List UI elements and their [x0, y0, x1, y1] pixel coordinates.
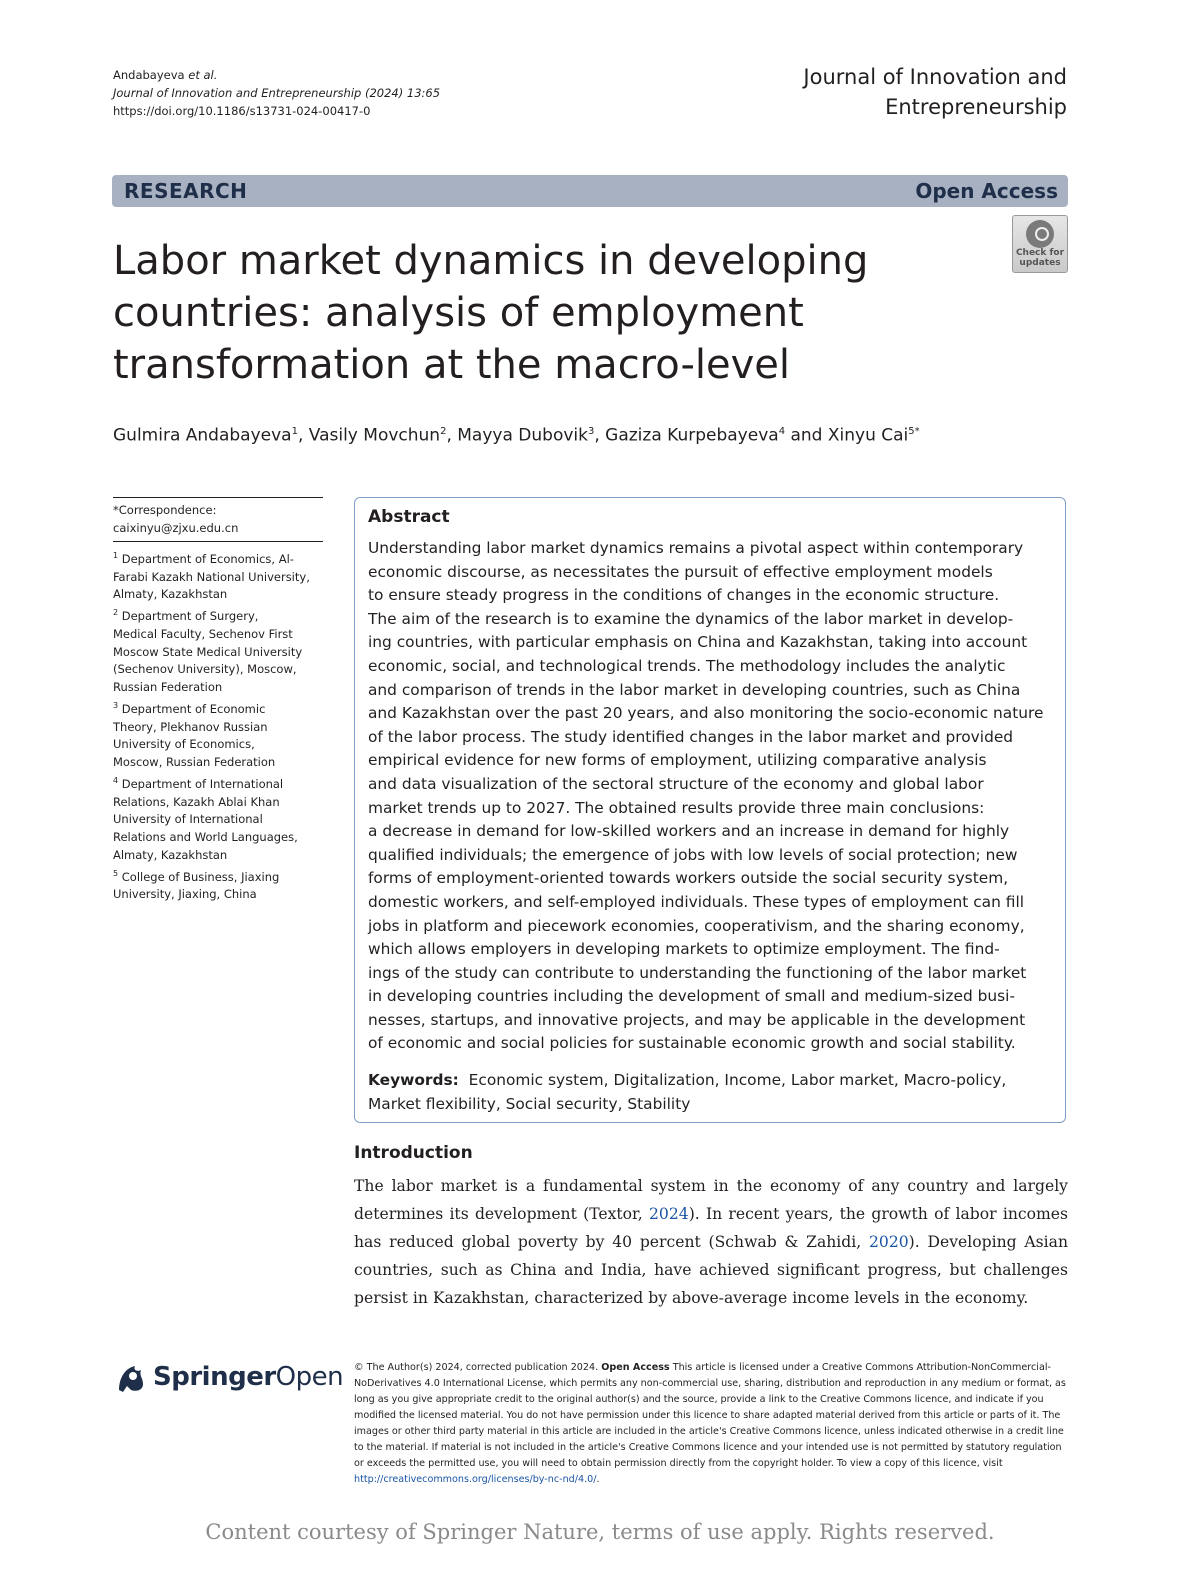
abstract-line: in developing countries including the development of small and medium-sized busi- [368, 987, 1015, 1006]
abstract-heading: Abstract [368, 507, 450, 527]
affiliation-line: Almaty, Kazakhstan [113, 587, 228, 602]
abstract-line: of the labor process. The study identified changes in the labor market and provided [368, 727, 1014, 746]
article-type: RESEARCH [124, 179, 248, 203]
abstract-line: economic, social, and technological trends. The methodology includes the analytic [368, 656, 1006, 675]
affiliation-number: 3 [113, 701, 119, 711]
abstract-line: to ensure steady progress in the conditions of changes in the economic structure. [368, 586, 1000, 605]
affiliation-line: University, Jiaxing, China [113, 887, 257, 902]
affiliation-line: $^5$ College of Business, Jiaxing [113, 868, 280, 884]
abstract-line: economic discourse, as necessitates the pursuit of effective employment models [368, 562, 993, 581]
abstract-text [368, 537, 1058, 1056]
open-access-label: Open Access [915, 179, 1058, 203]
abstract-line: qualified individuals; the emergence of jobs with low levels of social protection; new [368, 845, 1018, 864]
author-name[interactable]: Gulmira Andabayeva [113, 425, 292, 446]
author-affiliation-number: 2 [440, 426, 447, 437]
correspondence-email[interactable]: caixinyu@zjxu.edu.cn [113, 521, 239, 535]
abstract-line: a decrease in demand for low-skilled workers and an increase in demand for highly [368, 822, 1010, 841]
author-affiliation-number: 5* [908, 426, 920, 437]
abstract-line: Understanding labor market dynamics remains a pivotal aspect within contemporary [368, 539, 1024, 557]
author-name[interactable]: Gaziza Kurpebayeva [605, 425, 779, 446]
affiliation-line: Theory, Plekhanov Russian [113, 719, 268, 734]
citation: Journal of Innovation and Entrepreneurship (2024) 13:65 [113, 86, 441, 100]
article-title: Labor market dynamics in developing countries: analysis of employment transformation at the macro-level [113, 238, 869, 388]
abstract-line: jobs in platform and piecework economies, cooperativism, and the sharing economy, [368, 916, 1025, 935]
check-for-updates-button[interactable]: Check for updates [1012, 215, 1068, 273]
affiliation-line: Farabi Kazakh National University, [113, 569, 310, 584]
abstract-line: and Kazakhstan over the past 20 years, and also monitoring the socio-economic nature [368, 704, 1044, 723]
author-separator: , [297, 425, 309, 446]
affiliation-number: 5 [113, 868, 119, 878]
abstract-line: ings of the study can contribute to understanding the functioning of the labor market [368, 963, 1027, 982]
doi-link[interactable]: https://doi.org/10.1186/s13731-024-00417-0 [113, 104, 371, 118]
author-separator: , [446, 425, 458, 446]
affiliation-line: $^3$ Department of Economic [113, 701, 266, 716]
abstract-line: ing countries, with particular emphasis on China and Kazakhstan, taking into account [368, 633, 1028, 652]
springer-horse-icon [113, 1360, 149, 1396]
abstract-line: market trends up to 2027. The obtained results provide three main conclusions: [368, 798, 985, 817]
affiliation-line: University of Economics, [113, 737, 255, 752]
footer-notice: Content courtesy of Springer Nature, terms of use apply. Rights reserved. [205, 1520, 995, 1544]
author-separator: , [594, 425, 606, 446]
correspondence: *Correspondence: caixinyu@zjxu.edu.cn [113, 503, 239, 535]
affiliation-line: University of International [113, 812, 263, 827]
license-link[interactable]: http://creativecommons.org/licenses/by-nc-nd/4.0/ [354, 1474, 597, 1485]
author-separator: and [785, 425, 828, 446]
affiliation-number: 2 [113, 608, 119, 618]
author-affiliation-number: 4 [778, 426, 786, 437]
introduction-paragraph: The labor market is a fundamental system in the economy of any country and largely determines its development (Textor, 2024). In recent years, the growth of labor incomes has reduced global poverty by 40 percent (Schwab & Zahidi, 2020). Developing Asian countries, such as China and India, have achieved significant progress, but challenges persist in Kazakhstan, characterized by above-average income levels in the economy. [354, 1177, 1068, 1307]
affiliation-line: Almaty, Kazakhstan [113, 848, 228, 863]
author-name[interactable]: Xinyu Cai [827, 425, 909, 446]
abstract-line: nesses, startups, and innovative projects, and may be applicable in the development [368, 1010, 1026, 1029]
license-text: © The Author(s) 2024, corrected publication 2024. Open Access This article is licensed under a Creative Commons Attribution-NonCommercial-NoDerivatives 4.0 International License, which permits any non-commercial use, sharing, distribution and reproduction in any medium or format, as long as you give appropriate credit to the original author(s) and the source, provide a link to the Creative Commons licence, and indicate if you modified the licensed material. You do not have permission under this licence to share adapted material derived from this article or parts of it. The images or other third party material in this article are included in the article's Creative Commons licence, unless indicated otherwise in a credit line to the material. If material is not included in the article's Creative Commons licence and your intended use is not permitted by statutory regulation or exceeds the permitted use, you will need to obtain permission directly from the copyright holder. To view a copy of this licence, visit http://creativecommons.org/licenses/by-nc-nd/4.0/. [354, 1362, 1066, 1485]
affiliation-line: Russian Federation [113, 680, 223, 695]
abstract-line: The aim of the research is to examine the dynamics of the labor market in develop- [368, 609, 1014, 628]
update-icon [1026, 220, 1054, 248]
journal-name: Journal of Innovation and Entrepreneurship [803, 65, 1067, 119]
section-heading-introduction: Introduction [354, 1143, 473, 1163]
abstract-box [354, 497, 1066, 1123]
affiliation-line: Medical Faculty, Sechenov First [113, 626, 293, 641]
affiliations [113, 547, 323, 904]
author-list [113, 420, 920, 448]
affiliation-line: (Sechenov University), Moscow, [113, 662, 297, 677]
affiliation-line: $^2$ Department of Surgery, [113, 608, 259, 624]
affiliation-line: Moscow, Russian Federation [113, 755, 276, 770]
citation-link[interactable]: 2024 [649, 1205, 689, 1223]
author-affiliation-number: 3 [587, 426, 595, 437]
author-short: Andabayeva et al. [113, 68, 218, 82]
springer-open-logo: SpringerOpen [113, 1360, 333, 1400]
affiliation-line: Relations and World Languages, [113, 830, 298, 845]
abstract-line: forms of employment-oriented towards workers outside the social security system, [368, 869, 1009, 888]
abstract-line: of economic and social policies for sustainable economic growth and social stability. [368, 1034, 1016, 1053]
divider [113, 541, 323, 542]
author-name[interactable]: Mayya Dubovik [457, 425, 588, 446]
citation-link[interactable]: 2020 [868, 1233, 909, 1251]
affiliation-line: $^1$ Department of Economics, Al- [113, 551, 294, 566]
keywords: Keywords: Economic system, Digitalization, Income, Labor market, Macro-policy, Market flexibility, Social security, Stability [368, 1071, 1007, 1113]
abstract-line: empirical evidence for new forms of employment, utilizing comparative analysis [368, 751, 987, 770]
abstract-line: and comparison of trends in the labor market in developing countries, such as China [368, 680, 1021, 699]
affiliation-number: 1 [113, 551, 119, 560]
author-affiliation-number: 1 [291, 426, 298, 437]
abstract-line: and data visualization of the sectoral structure of the economy and global labor [368, 774, 984, 793]
affiliation-line: $^4$ Department of International [113, 776, 284, 791]
article-meta [113, 66, 440, 120]
affiliation-line: Moscow State Medical University [113, 644, 303, 659]
affiliation-line: Relations, Kazakh Ablai Khan [113, 794, 280, 809]
divider [113, 497, 323, 498]
article-type-banner [112, 175, 1068, 207]
abstract-line: domestic workers, and self-employed individuals. These types of employment can fill [368, 892, 1025, 911]
abstract-line: which allows employers in developing markets to optimize employment. The find- [368, 940, 1000, 959]
author-name[interactable]: Vasily Movchun [308, 425, 441, 446]
affiliation-number: 4 [113, 776, 119, 786]
